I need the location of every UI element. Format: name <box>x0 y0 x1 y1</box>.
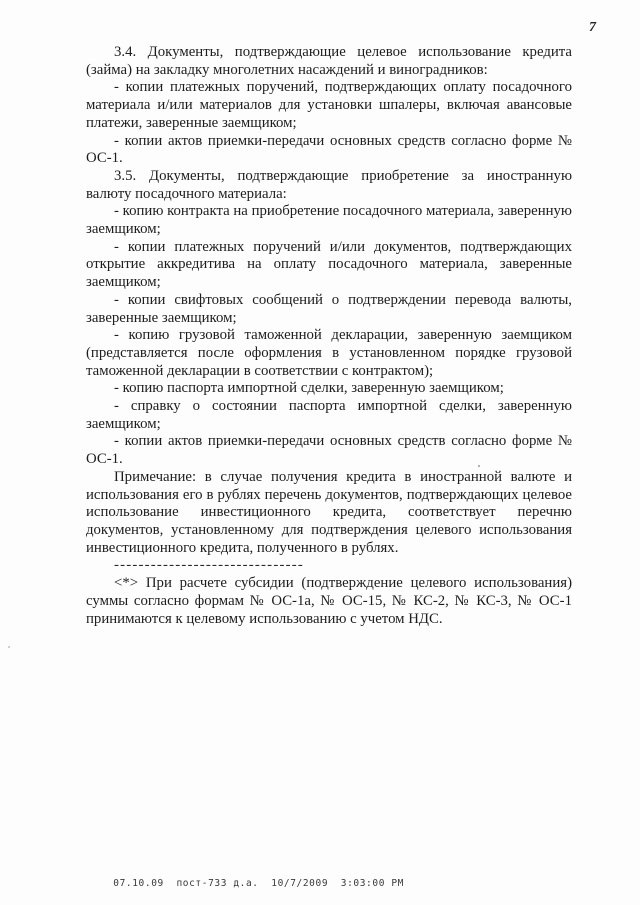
list-item: - копии платежных поручений и/или документов, подтверждающих открытие аккредитива на оплату посадочного материала, заверенные заемщиком; <box>86 238 572 291</box>
document-body <box>86 44 572 628</box>
scan-speckle <box>478 465 480 467</box>
list-item: - копию грузовой таможенной декларации, заверенную заемщиком (представляется после оформления в установленном порядке грузовой таможенной декларации в соответствии с контрактом); <box>86 327 572 379</box>
footnote-separator: ------------------------------- <box>114 557 304 574</box>
list-item: - копию паспорта импортной сделки, заверенную заемщиком; <box>114 380 504 397</box>
footer-text: 07.10.09 пост-733 д.а. 10/7/2009 3:03:00 PM <box>113 878 404 889</box>
list-item: - копии актов приемки-передачи основных средств согласно форме № ОС-1. <box>86 433 572 468</box>
scan-footer-line <box>88 867 508 889</box>
list-item: - копии актов приемки-передачи основных средств согласно форме № ОС-1. <box>86 132 572 167</box>
list-item: - копию контракта на приобретение посадочного материала, заверенную заемщиком; <box>86 203 572 238</box>
list-item: - копии платежных поручений, подтверждающих оплату посадочного материала и/или материалов для установки шпалеры, включая авансовые платежи, заверенные заемщиком; <box>86 79 572 131</box>
list-item: - копии свифтовых сообщений о подтверждении перевода валюты, заверенные заемщиком; <box>86 291 572 326</box>
footnote-paragraph: <*> При расчете субсидии (подтверждение целевого использования) суммы согласно формам № ОС-1а, № ОС-15, № КС-2, № КС-3, № ОС-1 принимаются к целевому использованию с учетом НДС. <box>86 575 572 627</box>
page-number: 7 <box>589 20 596 35</box>
paragraph-3-5: 3.5. Документы, подтверждающие приобретение за иностранную валюту посадочного материала: <box>86 167 572 202</box>
scan-speckle <box>8 646 10 648</box>
list-item: - справку о состоянии паспорта импортной сделки, заверенную заемщиком; <box>86 398 572 432</box>
note-paragraph: Примечание: в случае получения кредита в иностранной валюте и использования его в рублях перечень документов, подтверждающих целевое использование инвестиционного кредита, соответствует перечню документов, установленному для подтверждения целевого использования инвестиционного кредита, полученного в рублях. <box>86 468 572 556</box>
paragraph-3-4: 3.4. Документы, подтверждающие целевое использование кредита (займа) на закладку многолетних насаждений и виноградников: <box>86 44 572 78</box>
